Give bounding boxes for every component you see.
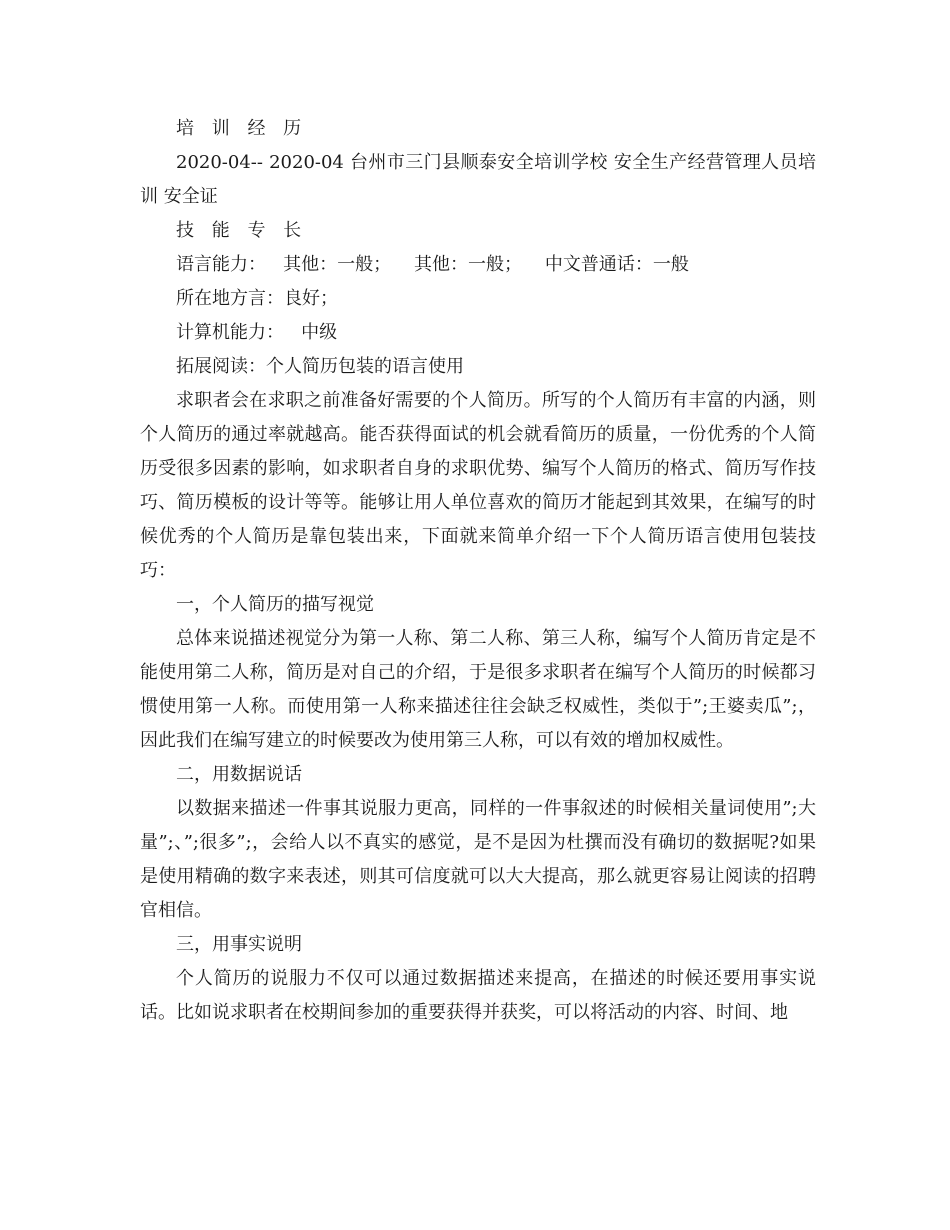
language-ability: 语言能力： 其他：一般； 其他：一般； 中文普通话：一般 (176, 254, 689, 275)
section-3-title: 三，用事实说明 (176, 934, 302, 955)
section-3-body: 个人简历的说服力不仅可以通过数据描述来提高，在描述的时候还要用事实说话。比如说求职者在校期间参加的重要获得并获奖，可以将活动的内容、时间、地 (140, 968, 816, 1023)
training-entry: 2020-04-- 2020-04 台州市三门县顺泰安全培训学校 安全生产经营管理人员培训 安全证 (140, 152, 816, 207)
skills-heading: 技 能 专 长 (176, 220, 308, 241)
training-heading: 培 训 经 历 (176, 118, 308, 139)
extended-reading-title: 拓展阅读：个人简历包装的语言使用 (176, 356, 464, 377)
intro-paragraph: 求职者会在求职之前准备好需要的个人简历。所写的个人简历有丰富的内涵，则个人简历的通过率就越高。能否获得面试的机会就看简历的质量，一份优秀的个人简历受很多因素的影响，如求职者自身的求职优势、编写个人简历的格式、简历写作技巧、简历模板的设计等等。能够让用人单位喜欢的简历才能起到其效果，在编写的时候优秀的个人简历是靠包装出来，下面就来简单介绍一下个人简历语言使用包装技巧： (140, 390, 816, 581)
section-1-title: 一，个人简历的描写视觉 (176, 594, 374, 615)
local-dialect: 所在地方言：良好； (176, 288, 338, 309)
section-2-body: 以数据来描述一件事其说服力更高，同样的一件事叙述的时候相关量词使用”;大量”;、”;很多”;，会给人以不真实的感觉，是不是因为杜撰而没有确切的数据呢?如果是使用精确的数字来表述，则其可信度就可以大大提高，那么就更容易让阅读的招聘官相信。 (140, 798, 816, 921)
computer-ability: 计算机能力： 中级 (176, 322, 338, 343)
section-2-title: 二，用数据说话 (176, 764, 302, 785)
section-1-body: 总体来说描述视觉分为第一人称、第二人称、第三人称，编写个人简历肯定是不能使用第二人称，简历是对自己的介绍，于是很多求职者在编写个人简历的时候都习惯使用第一人称。而使用第一人称来描述往往会缺乏权威性，类似于”;王婆卖瓜”;，因此我们在编写建立的时候要改为使用第三人称，可以有效的增加权威性。 (140, 628, 816, 751)
document-body (140, 112, 816, 1030)
